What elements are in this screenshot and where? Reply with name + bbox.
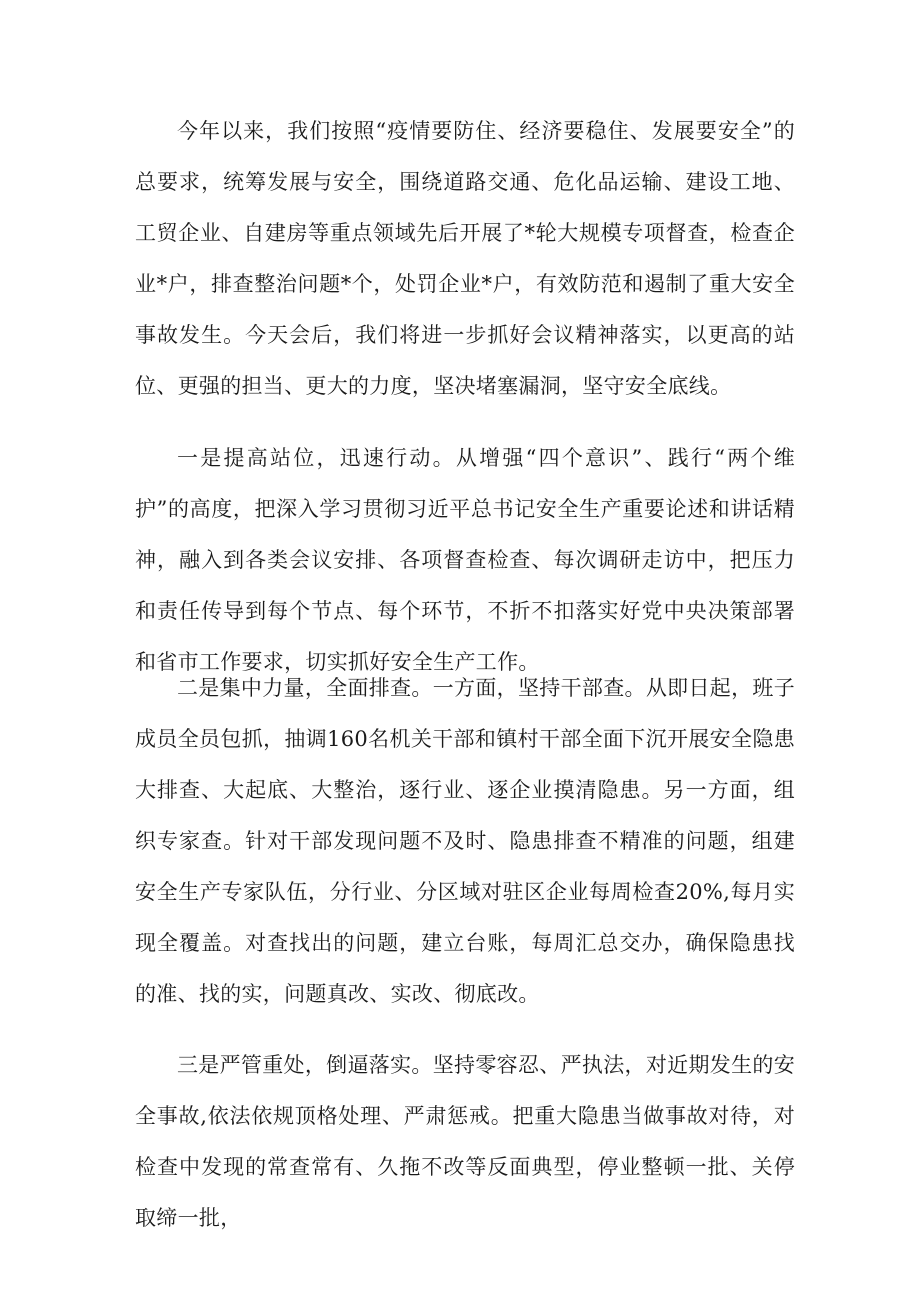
paragraph-intro: 今年以来，我们按照“疫情要防住、经济要稳住、发展要安全”的总要求，统筹发展与安全，围绕道路交通、危化品运输、建设工地、工贸企业、自建房等重点领域先后开展了*轮大规模专项督查，检查企业*户，排查整治问题*个，处罚企业*户，有效防范和遏制了重大安全事故发生。今天会后，我们将进一步抓好会议精神落实，以更高的站位、更强的担当、更大的力度，坚决堵塞漏洞，坚守安全底线。 bbox=[135, 119, 795, 398]
paragraph-point-one: 一是提高站位，迅速行动。从增强“四个意识”、践行“两个维护”的高度，把深入学习贯彻习近平总书记安全生产重要论述和讲话精神，融入到各类会议安排、各项督查检查、每次调研走访中，把压力和责任传导到每个节点、每个环节，不折不扣落实好党中央决策部署和省市工作要求，切实抓好安全生产工作。 bbox=[135, 446, 795, 674]
paragraph-point-three: 三是严管重处，倒逼落实。坚持零容忍、严执法，对近期发生的安全事故,依法依规顶格处理、严肃惩戒。把重大隐患当做事故对待，对检查中发现的常查常有、久拖不改等反面典型，停业整顿一批、关停取缔一批， bbox=[135, 1053, 795, 1230]
paragraph-point-two: 二是集中力量，全面排查。一方面，坚持干部查。从即日起，班子成员全员包抓，抽调160名机关干部和镇村干部全面下沉开展安全隐患大排查、大起底、大整治，逐行业、逐企业摸清隐患。另一方面，组织专家查。针对干部发现问题不及时、隐患排查不精准的问题，组建安全生产专家队伍，分行业、分区域对驻区企业每周检查20%,每月实现全覆盖。对查找出的问题，建立台账，每周汇总交办，确保隐患找的准、找的实，问题真改、实改、彻底改。 bbox=[135, 676, 795, 1006]
